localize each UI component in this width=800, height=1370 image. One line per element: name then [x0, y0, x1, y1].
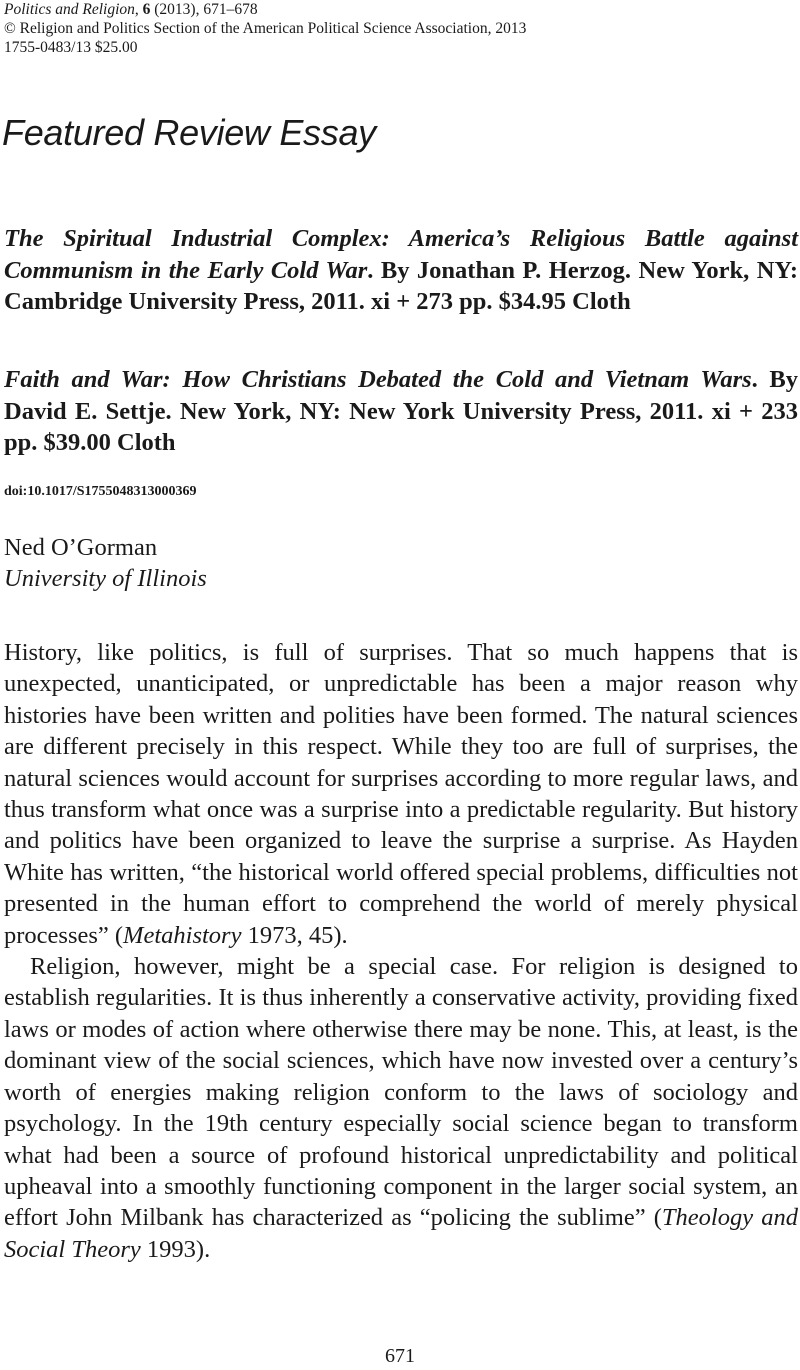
- citation-line: Politics and Religion, 6 (2013), 671–678: [4, 1, 258, 18]
- issue-pages: (2013), 671–678: [150, 1, 258, 18]
- journal-name: Politics and Religion: [4, 1, 135, 18]
- body-paragraph: [4, 637, 798, 951]
- citation-rest: 1973, 45).: [241, 921, 348, 949]
- body-paragraph: [4, 951, 798, 1265]
- cited-work-title: Metahistory: [123, 921, 242, 949]
- book-title: Faith and War: How Christians Debated the Cold and Vietnam Wars: [4, 366, 752, 393]
- cited-work-title: Theology and Social Theory: [4, 1204, 798, 1263]
- page-number: 671: [385, 1345, 415, 1367]
- author-affiliation: University of Illinois: [4, 565, 207, 592]
- volume-number: 6: [142, 1, 151, 18]
- book-details: . By Jonathan P. Herzog. New York, NY: Cambridge University Press, 2011. xi + 273 pp. $34.95 Cloth: [4, 256, 798, 315]
- article-body: [4, 637, 798, 1265]
- paragraph-text: Religion, however, might be a special case. For religion is designed to establish regularities. It is thus inherently a conservative activity, providing fixed laws or modes of action where otherwise there may be none. This, at least, is the dominant view of the social sciences, which have now invested over a century’s worth of energies making religion conform to the laws of sociology and psychology. In the 19th century especially social science began to transform what had been a source of profound historical unpredictability and political upheaval into a smoothly functioning component in the larger social system, an effort John Milbank has characterized as “policing the sublime” (: [4, 953, 798, 1232]
- author-name: Ned O’Gorman: [4, 534, 158, 561]
- issn-price-line: 1755-0483/13 $25.00: [4, 39, 138, 56]
- copyright-line: © Religion and Politics Section of the American Political Science Association, 2013: [4, 20, 527, 37]
- citation-rest: 1993).: [140, 1235, 211, 1263]
- paragraph-text: History, like politics, is full of surprises. That so much happens that is unexpected, unanticipated, or unpredictable has been a major reason why histories have been written and polities have been formed. The natural sciences are different precisely in this respect. While they too are full of surprises, the natural sciences would account for surprises according to more regular laws, and thus transform what once was a surprise into a predictable regularity. But history and politics have been organized to leave the surprise a surprise. As Hayden White has written, “the historical world offered special problems, difficulties not presented in the human effort to comprehend the world of merely physical processes” (: [4, 639, 798, 949]
- book-citation: [4, 364, 798, 459]
- book-details: . By David E. Settje. New York, NY: New York University Press, 2011. xi + 233 pp. $39.00 Cloth: [4, 366, 798, 456]
- author-block: [4, 532, 207, 594]
- book-title: The Spiritual Industrial Complex: America’s Religious Battle against Communism in the Early Cold War: [4, 225, 798, 284]
- doi: doi:10.1017/S1755048313000369: [4, 484, 197, 499]
- section-title: Featured Review Essay: [2, 112, 376, 153]
- running-header: [4, 0, 526, 57]
- book-citation: [4, 223, 798, 318]
